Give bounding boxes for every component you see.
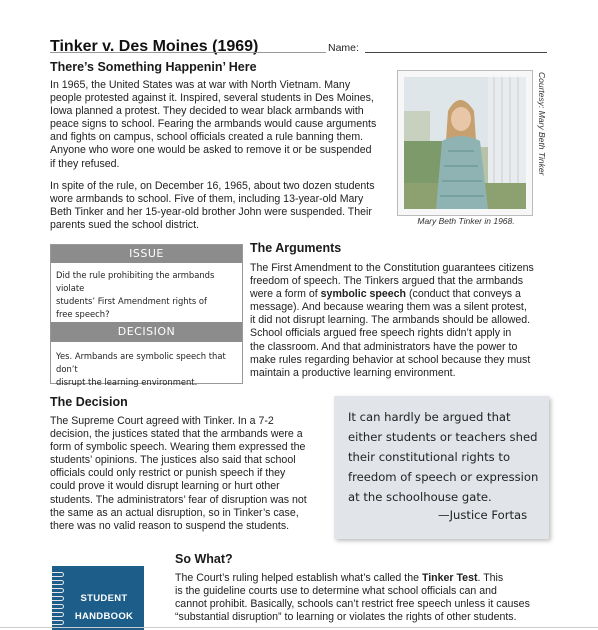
intro-paragraph-1: [50, 79, 390, 171]
decision-title: DECISION: [51, 322, 242, 342]
text-line: freedom of speech. The Tinkers argued that the armbands: [250, 275, 524, 288]
text-line: it did not disrupt learning. The armbands should be allowed.: [250, 314, 531, 327]
text-line: and fights on campus, school officials created a rule banning them.: [50, 131, 364, 144]
header-rule: [50, 52, 326, 53]
intro-paragraph-2: [50, 180, 390, 232]
intro-heading: There’s Something Happenin’ Here: [50, 60, 257, 74]
spiral-ring-icon: [52, 620, 64, 625]
text-line: School officials argued free speech rights didn’t apply in: [250, 327, 512, 340]
spiral-ring-icon: [52, 588, 64, 593]
text-line: the classroom. And that administrators have the power to: [250, 340, 518, 353]
text-line: peace signs to school. Fearing the armbands would cause arguments: [50, 118, 377, 131]
text-line: wore armbands to school. Five of them, including 13-year-old Mary: [50, 193, 364, 206]
so-what-heading: So What?: [175, 552, 233, 566]
text-line: form of symbolic speech. Wearing them expressed the: [50, 441, 306, 454]
text-line: people protested against it. Inspired, several students in Des Moines,: [50, 92, 374, 105]
handbook-label-line1: STUDENT: [80, 593, 128, 604]
text-line: Beth Tinker and her 15-year-old brother John were suspended. Their: [50, 206, 372, 219]
arguments-heading: The Arguments: [250, 241, 342, 255]
name-write-line: [365, 52, 547, 53]
decision-paragraph: [50, 415, 330, 533]
spiral-ring-icon: [52, 596, 64, 601]
text-line: In 1965, the United States was at war with North Vietnam. Many: [50, 79, 351, 91]
term-symbolic-speech: symbolic speech: [320, 288, 407, 301]
photo-credit: Courtesy: Mary Beth Tinker: [537, 72, 547, 176]
issue-title: ISSUE: [51, 245, 242, 263]
text-line: The Court’s ruling helped establish what’s called the Tinker Test. This: [175, 572, 504, 584]
quote-line: at the schoolhouse gate.: [348, 490, 492, 504]
text-line: students. The administrators’ fear of disruption was not: [50, 493, 307, 506]
quote-line: their constitutional rights to: [348, 450, 511, 464]
decision-heading: The Decision: [50, 395, 128, 409]
text-line: In spite of the rule, on December 16, 1965, about two dozen students: [50, 180, 375, 192]
text-line: make rules regarding behavior at school because they must: [250, 353, 531, 366]
student-handbook-icon: [52, 566, 144, 630]
spiral-ring-icon: [52, 604, 64, 609]
text-line: cannot prohibit. Basically, schools can’t restrict free speech unless it causes: [175, 598, 530, 611]
text-line: Did the rule prohibiting the armbands violate: [56, 270, 215, 293]
so-what-paragraph: [175, 572, 555, 624]
quote-line: either students or teachers shed: [348, 430, 538, 444]
text-line: were a form of symbolic speech (conduct that conveys a: [250, 288, 521, 301]
text-line: could prove it would disrupt learning or hurt other: [50, 480, 280, 493]
text-line: officials could only restrict or punish speech if they: [50, 467, 286, 480]
text-line: maintain a productive learning environment.: [250, 366, 456, 379]
text-line: Anyone who wore one would be asked to remove it or be suspended: [50, 144, 372, 157]
text-line: students’ opinions. The justices also said that school: [50, 454, 296, 467]
page-bottom-rule: [0, 627, 598, 628]
photo-caption: Mary Beth Tinker in 1968.: [417, 216, 515, 226]
text-line: there was no valid reason to suspend the students.: [50, 519, 290, 532]
page-title: Tinker v. Des Moines (1969): [50, 38, 259, 55]
photo-mary-beth-tinker: [397, 70, 533, 216]
spiral-ring-icon: [52, 580, 64, 585]
text-line: decision, the justices stated that the armbands were a: [50, 428, 303, 441]
text-line: the same as an actual disruption, so in Tinker’s case,: [50, 506, 299, 519]
spiral-ring-icon: [52, 612, 64, 617]
quote-line: It can hardly be argued that: [348, 410, 511, 424]
photo-illustration: [398, 71, 532, 215]
arguments-paragraph: [250, 262, 550, 380]
text-line: The Supreme Court agreed with Tinker. In a 7-2: [50, 415, 274, 427]
quote-attribution: —Justice Fortas: [438, 508, 528, 522]
text-line: parents sued the school district.: [50, 219, 199, 232]
text-line: is the guideline courts use to determine what school officials can and: [175, 585, 497, 598]
text-line: if they refused.: [50, 157, 120, 170]
handbook-label-line2: HANDBOOK: [74, 611, 134, 622]
name-label: Name:: [328, 42, 359, 54]
quote-text: [348, 407, 546, 507]
spiral-ring-icon: [52, 572, 64, 577]
issue-text: [51, 263, 242, 322]
text-line: Yes. Armbands are symbolic speech that don’t: [56, 351, 226, 374]
quote-line: freedom of speech or expression: [348, 470, 539, 484]
text-line: free speech?: [56, 309, 110, 319]
term-tinker-test: Tinker Test: [421, 572, 478, 584]
text-line: The First Amendment to the Constitution guarantees citizens: [250, 262, 534, 274]
text-line: message). And because wearing them was a silent protest,: [250, 301, 527, 314]
decision-text: [51, 342, 242, 389]
text-line: students’ First Amendment rights of: [56, 296, 207, 306]
text-line: “substantial disruption” to learning or violates the rights of other students.: [175, 611, 517, 624]
issue-decision-box: [50, 244, 243, 387]
text-line: Iowa planned a protest. They decided to wear black armbands with: [50, 105, 364, 118]
text-line: disrupt the learning environment.: [56, 377, 198, 387]
